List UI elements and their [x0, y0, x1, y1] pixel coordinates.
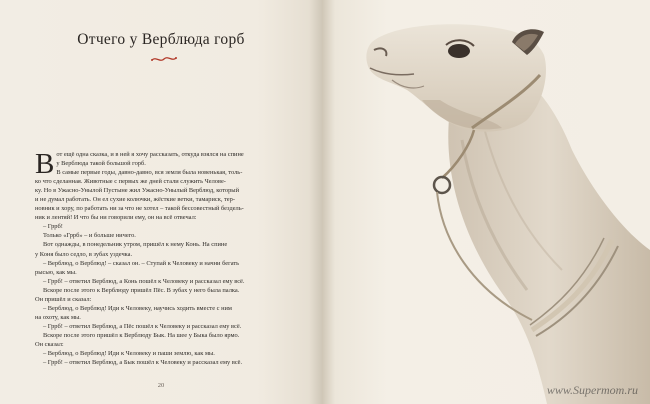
- ornament-icon: [150, 54, 178, 64]
- text-line: Вскоре после этого пришёл к Верблюду Бык. На шее у Быка было ярмо.: [43, 331, 240, 339]
- text-line: Вскоре после этого к Верблюду пришёл Пёс. В зубах у него была палка.: [43, 286, 240, 294]
- right-page: [322, 0, 650, 404]
- paragraphs: [35, 186, 297, 367]
- text-line: у Верблюда такой большой горб.: [56, 160, 146, 168]
- page-number: 20: [157, 382, 165, 389]
- text-line: – Гррб!: [43, 223, 63, 231]
- left-page: [0, 0, 322, 404]
- first-paragraph: [35, 148, 297, 180]
- text-line: у Коня было седло, в зубах уздечка.: [35, 250, 133, 258]
- text-line: от ещё одна сказка, и в ней я хочу рассказать, откуда взялся на спине: [56, 151, 244, 158]
- text-line: ку. Но в Ужасно-Унылой Пустыне жил Ужасно-Унылый Верблюд, который: [35, 187, 240, 195]
- text-line: – Верблюд, о Верблюд! Иди к Человеку, научись ходить вместе с ним: [43, 304, 232, 312]
- text-line: рысью, как мы.: [35, 268, 77, 276]
- text-line: Он сказал:: [35, 340, 64, 348]
- text-line: – Гррб! – ответил Верблюд, а Бык пошёл к Человеку и рассказал ему всё.: [43, 359, 243, 367]
- chapter-title: Отчего у Верблюда горб: [77, 31, 245, 48]
- text-line: ник и лентяй! И что бы ни говорили ему, он на всё отвечал:: [35, 214, 197, 222]
- text-line: Вот однажды, в понедельник утром, пришёл к нему Конь. На спине: [43, 241, 228, 249]
- watermark: www.Supermom.ru: [546, 383, 638, 397]
- text-line: и не думал работать. Он ел сухие колючки, жёсткие ветки, тамариск, тер-: [35, 196, 235, 204]
- text-line: Он пришёл и сказал:: [35, 295, 92, 303]
- text-line: – Гррб! – ответил Верблюд, а Пёс пошёл к Человеку и рассказал ему всё.: [43, 322, 242, 330]
- text-line: – Гррб! – ответил Верблюд, а Конь пошёл к Человеку и рассказал ему всё.: [43, 277, 245, 285]
- story-text: [35, 150, 297, 367]
- text-line: новник и хору, по работать ни за что не хотел – такой бессовестный бездель-: [35, 205, 244, 213]
- text-line: ко что сделанная. Животные с первых же дней стали служить Челове-: [35, 178, 226, 186]
- text-line: В самые первые годы, давно-давно, вся земля была новенькая, толь-: [56, 169, 243, 177]
- text-line: – Верблюд, о Верблюд! – сказал он. – Ступай к Человеку и начни бегать: [43, 259, 240, 267]
- text-line: – Верблюд, о Верблюд! Иди к Человеку и паши землю, как мы.: [43, 350, 215, 358]
- text-line: Только «Гррб» – и больше ничего.: [43, 232, 136, 240]
- camel-head-illustration: [322, 0, 650, 404]
- text-line: на охоту, как мы.: [35, 313, 81, 321]
- drop-cap: В: [35, 148, 55, 180]
